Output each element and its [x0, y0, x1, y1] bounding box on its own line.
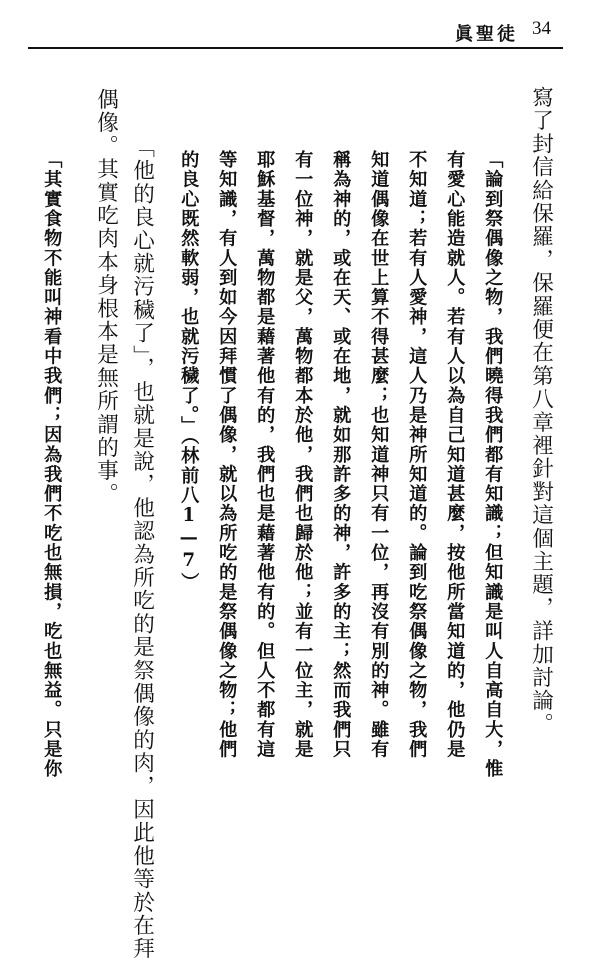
- body-column-1: 寫了封信給保羅，保羅便在第八章裡針對這個主題，詳加討論。: [528, 86, 554, 736]
- quote-column-6: 有一位神，就是父，萬物都本於他，我們也歸於他；並有一位主，就是: [292, 150, 314, 760]
- quote-column-10: 「其實食物不能叫神看中我們；因為我們不吃也無損，吃也無益。只是你: [41, 150, 63, 779]
- quote-column-2: 有愛心能造就人。若有人以為自己知道甚麼，按他所當知道的，他仍是: [444, 150, 466, 760]
- quote-column-9: 的良心既然軟弱，也就污穢了。」（林前八1—7）: [178, 150, 200, 593]
- quote-column-7: 耶穌基督，萬物都是藉著他有的，我們也是藉著他有的。但人不都有這: [254, 150, 276, 760]
- quote-column-8: 等知識，有人到如今因拜慣了偶像，就以為所吃的是祭偶像之物；他們: [216, 150, 238, 760]
- body-column-3: 偶像。其實吃肉本身根本是無所謂的事。: [93, 88, 119, 506]
- quote-column-5: 稱為神的，或在天、或在地，就如那許多的神，許多的主；然而我們只: [330, 150, 352, 760]
- header-rule: [28, 47, 563, 49]
- quote-column-1: 「論到祭偶像之物，我們曉得我們都有知識；但知識是叫人自高自大，惟: [482, 150, 504, 779]
- body-column-2: 「他的良心就污穢了」，也就是說，他認為所吃的是祭偶像的肉，因此他等於在拜: [129, 136, 155, 960]
- page-number: 34: [532, 18, 551, 39]
- quote-column-4: 知道偶像在世上算不得甚麼；也知道神只有一位，再沒有別的神。雖有: [368, 150, 390, 760]
- quote-column-3: 不知道；若有人愛神，這人乃是神所知道的。論到吃祭偶像之物，我們: [406, 150, 428, 760]
- running-header-title: 眞聖徒: [455, 24, 518, 45]
